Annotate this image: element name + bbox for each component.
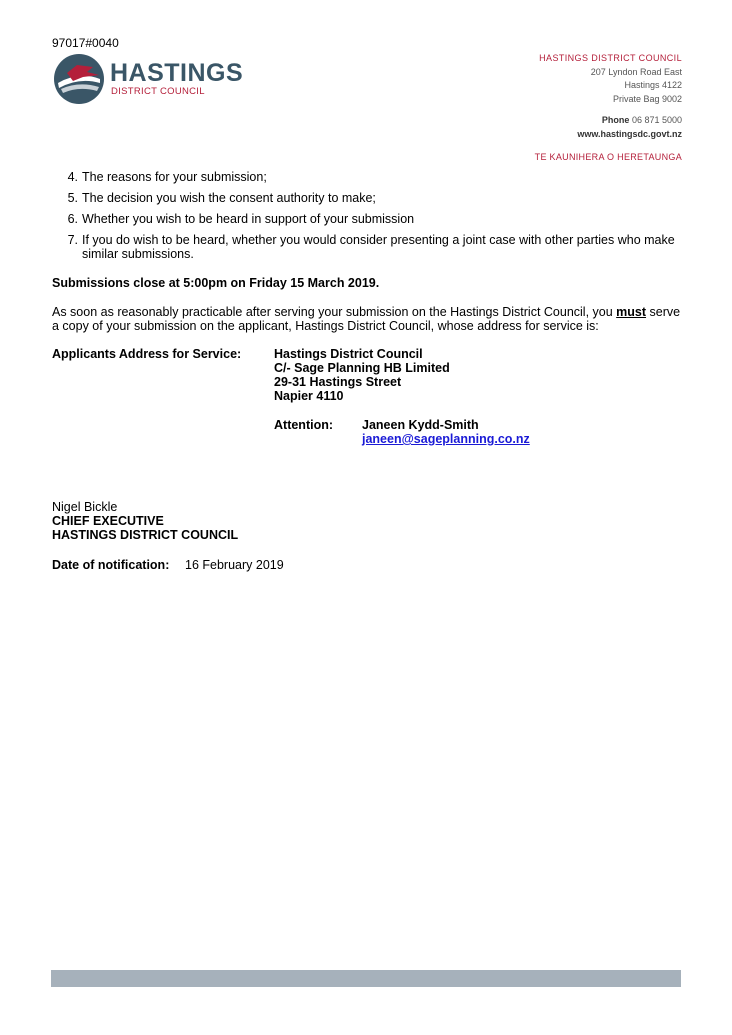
document-id: 97017#0040 xyxy=(52,36,119,50)
phone-label: Phone xyxy=(601,115,630,125)
notification-date: 16 February 2019 xyxy=(185,558,284,572)
council-logo xyxy=(53,53,244,105)
service-address-line: Napier 4110 xyxy=(274,389,344,403)
signatory-title: CHIEF EXECUTIVE xyxy=(52,514,164,528)
attention-name: Janeen Kydd-Smith xyxy=(362,418,479,432)
signatory-name: Nigel Bickle xyxy=(52,500,118,514)
hawk-emblem-icon xyxy=(53,53,105,105)
list-number: 4. xyxy=(67,170,78,184)
service-address-line: C/- Sage Planning HB Limited xyxy=(274,361,450,375)
attention-label: Attention: xyxy=(274,418,334,432)
attention-email-link[interactable]: janeen@sageplanning.co.nz xyxy=(362,432,530,446)
list-text: The decision you wish the consent authority to make; xyxy=(82,191,376,205)
phone-line xyxy=(535,114,682,128)
must-emphasis: must xyxy=(616,305,647,319)
list-number: 7. xyxy=(67,233,78,247)
service-instructions xyxy=(52,305,682,333)
logo-subtitle: DISTRICT COUNCIL xyxy=(111,86,205,97)
list-text: If you do wish to be heard, whether you would consider presenting a joint case with other parties who make similar submissions. xyxy=(82,233,675,261)
list-text: Whether you wish to be heard in support of your submission xyxy=(82,212,415,226)
list-text: The reasons for your submission; xyxy=(82,170,267,184)
address-line: 207 Lyndon Road East xyxy=(590,66,682,77)
signatory-organisation: HASTINGS DISTRICT COUNCIL xyxy=(52,528,239,542)
service-address-label: Applicants Address for Service: xyxy=(52,347,242,361)
service-instructions-text: serve a copy of your submission on the applicant, Hastings District Council, whose address for service is: xyxy=(52,305,681,333)
list-number: 6. xyxy=(67,212,78,226)
submissions-close-statement: Submissions close at 5:00pm on Friday 15 March 2019. xyxy=(52,276,380,290)
maori-council-name: TE KAUNIHERA O HERETAUNGA xyxy=(534,152,682,162)
list-item xyxy=(52,233,682,261)
list-item xyxy=(52,170,682,184)
list-item xyxy=(52,191,682,205)
council-name: HASTINGS DISTRICT COUNCIL xyxy=(539,53,682,63)
submission-requirements-list xyxy=(52,170,682,268)
council-contact-block xyxy=(535,52,682,165)
list-item xyxy=(52,212,682,226)
address-line: Hastings 4122 xyxy=(624,80,682,90)
notification-date-label: Date of notification: xyxy=(52,558,170,572)
attention-details xyxy=(362,418,530,446)
list-number: 5. xyxy=(67,191,78,205)
address-line: Private Bag 9002 xyxy=(612,93,682,104)
footer-bar xyxy=(51,970,681,987)
service-address-line: Hastings District Council xyxy=(274,347,423,361)
service-address xyxy=(274,347,450,403)
phone-number: 06 871 5000 xyxy=(631,115,682,125)
logo-wordmark: HASTINGS xyxy=(110,59,244,87)
service-address-line: 29-31 Hastings Street xyxy=(274,375,402,389)
service-instructions-text: As soon as reasonably practicable after serving your submission on the Hastings District Council, you xyxy=(52,305,617,319)
website: www.hastingsdc.govt.nz xyxy=(577,128,682,139)
signature-block xyxy=(52,500,238,542)
